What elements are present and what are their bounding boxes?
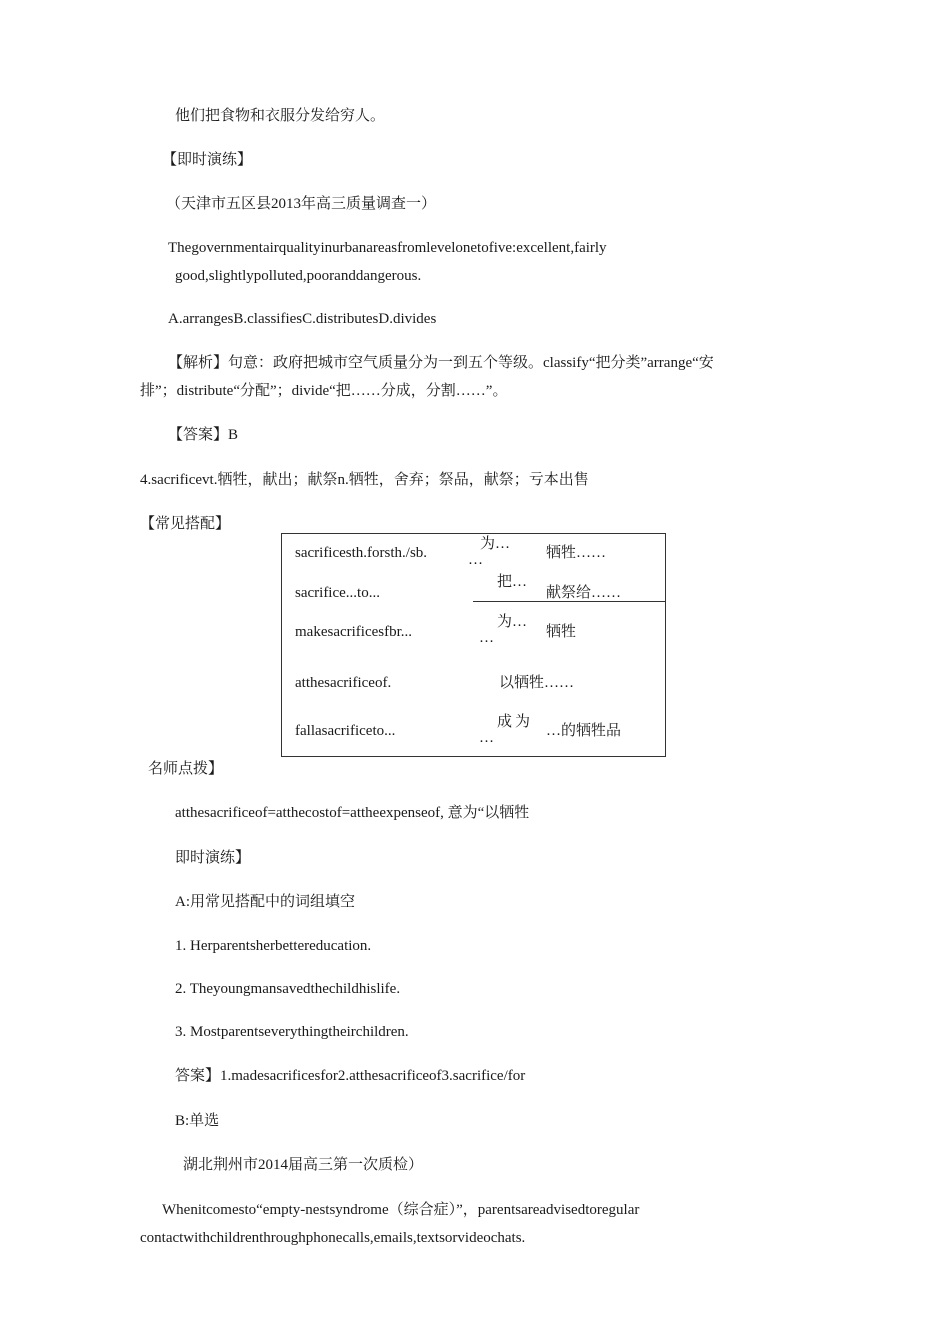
collocation-mid [479,714,534,746]
collocation-heading: 【常见搭配】 [140,516,231,532]
collocation-phrase: sacrificesth.forsth./sb. [295,545,428,561]
answer-text: 【答案】B [168,427,239,443]
exercise-answer: 答案】1.madesacrificesfor2.atthesacrificeof3.sacrifice/for [175,1068,526,1084]
exercise-item: 3. Mostparentseverythingtheirchildren. [175,1024,409,1040]
section-heading: 【即时演练】 [162,152,253,168]
collocation-phrase: fallasacrificeto... [295,723,396,739]
collocation-mid: 以牺牲…… [499,675,575,691]
collocation-meaning: 牺牲…… [546,545,607,561]
analysis-text: 【解析】句意：政府把城市空气质量分为一到五个等级。classify“把分类”arrange“安 [168,355,714,371]
question-stem: Thegovernmentairqualityinurbanareasfromlevelonetofive:excellent,fairly [168,240,607,256]
collocation-mid [497,574,527,590]
collocation-meaning: 献祭给…… [546,585,622,601]
question-stem-cont: contactwithchildrenthroughphonecalls,emails,textsorvideochats. [140,1230,526,1246]
question-stem: Whenitcomesto“empty-nestsyndrome（综合症）”，parentsareadvisedtoregular [162,1202,640,1218]
collocation-mid [468,536,511,568]
exam-source: （天津市五区县2013年高三质量调查一） [166,196,437,212]
collocation-table [281,533,666,757]
mid-bottom: … [479,730,494,746]
collocation-mid [479,614,528,646]
vocab-entry: 4.sacrificevt.牺牲，献出；献祭n.牺牲，舍弃；祭品，献祭；亏本出售 [140,472,589,488]
tips-text: atthesacrificeof=atthecostof=attheexpenseof, 意为“以牺牲 [175,805,530,821]
text-line: 他们把食物和衣服分发给穷人。 [175,108,386,124]
tips-heading: 名师点拨】 [148,761,224,777]
mid-top: 为… [480,536,511,552]
practice-heading: 即时演练】 [175,850,251,866]
exercise-item: 2. Theyoungmansavedthechildhislife. [175,981,401,997]
collocation-meaning: 牺牲 [546,624,577,640]
collocation-phrase: sacrifice...to... [295,585,380,601]
question-stem-cont: good,slightlypolluted,pooranddangerous. [175,268,422,284]
mid-top: 为… [497,614,528,630]
collocation-meaning: …的牺牲品 [546,723,622,739]
mid-top: 把… [497,574,528,590]
exercise-b-heading: B:单选 [175,1113,220,1129]
analysis-text-cont: 排”；distribute“分配”；divide“把……分成，分割……”。 [140,383,508,399]
mid-top: 成为 [497,714,534,730]
mid-bottom: … [468,552,483,568]
exercise-a-heading: A:用常见搭配中的词组填空 [175,894,356,910]
collocation-phrase: atthesacrificeof. [295,675,392,691]
exercise-item: 1. Herparentsherbettereducation. [175,938,372,954]
collocation-phrase: makesacrificesfbr... [295,624,413,640]
mid-bottom: … [479,630,494,646]
question-options: A.arrangesB.classifiesC.distributesD.divides [168,311,437,327]
exam-source: 湖北荆州市2014届高三第一次质检） [183,1157,424,1173]
